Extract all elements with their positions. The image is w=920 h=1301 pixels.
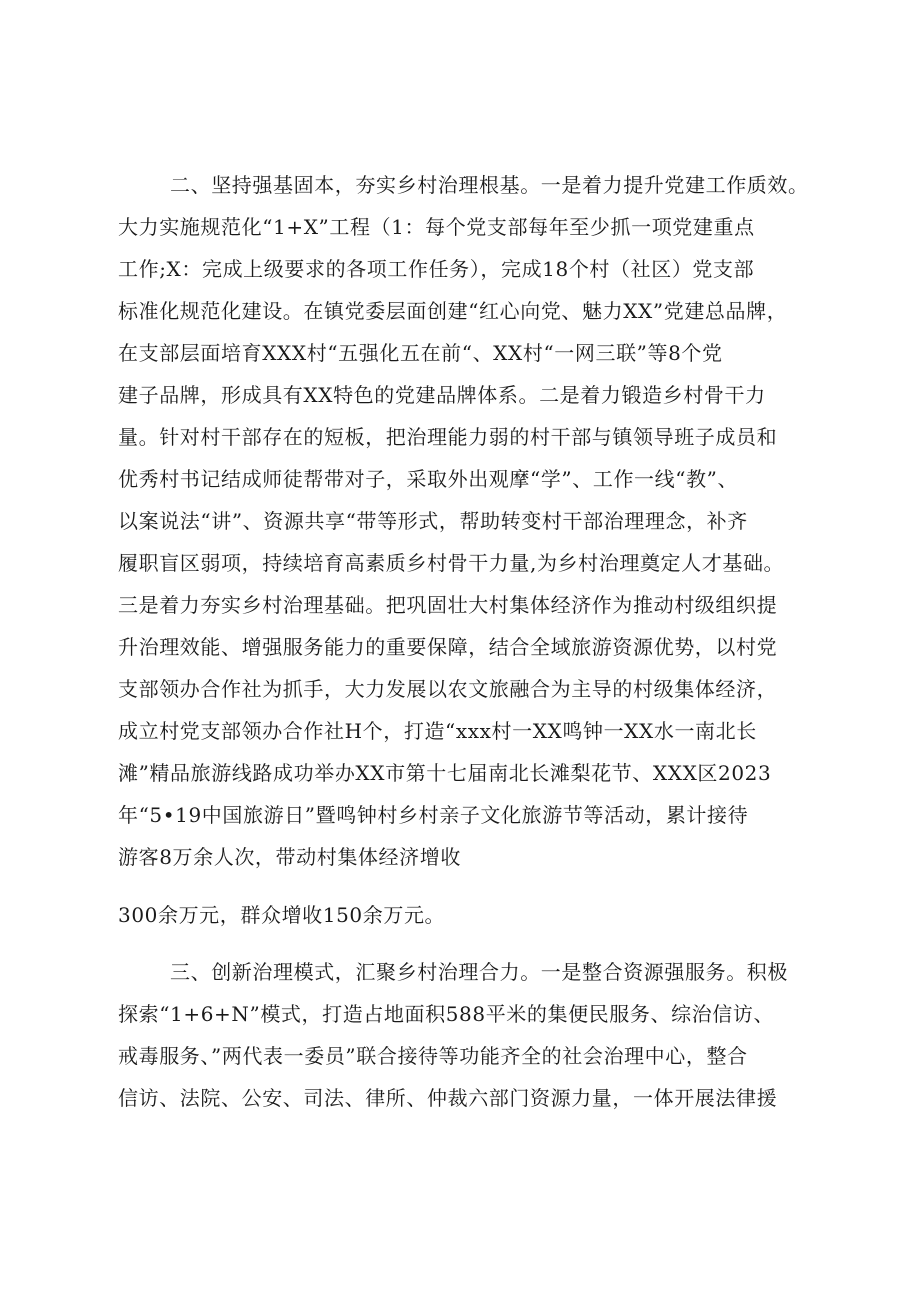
text-line: 游客8万余人次，带动村集体经济增收	[118, 845, 461, 869]
text-line: 履职盲区弱项，持续培育高素质乡村骨干力量,为乡村治理奠定人才基础。	[118, 551, 785, 575]
text-line: 年“5•19中国旅游日”暨鸣钟村乡村亲子文化旅游节等活动，累计接待	[118, 803, 749, 827]
text-line: 探索“1+6+N”模式，打造占地面积588平米的集便民服务、综治信访、	[118, 1002, 775, 1026]
text-line: 大力实施规范化“1+X”工程（1：每个党支部每年至少抓一项党建重点	[118, 215, 755, 239]
text-line: 二、坚持强基固本，夯实乡村治理根基。一是着力提升党建工作质效。	[170, 173, 809, 197]
text-line: 量。针对村干部存在的短板，把治理能力弱的村干部与镇领导班子成员和	[118, 425, 778, 449]
text-line: 标准化规范化建设。在镇党委层面创建“红心向党、魅力XX”党建总品牌，	[118, 299, 788, 323]
text-line: 戒毒服务、”两代表一委员”联合接待等功能齐全的社会治理中心，整合	[118, 1044, 748, 1068]
text-line: 滩”精品旅游线路成功举办XX市第十七届南北长滩梨花节、XXX区2023	[118, 761, 772, 785]
text-line: 优秀村书记结成师徒帮带对子，采取外出观摩“学”、工作一线“教”、	[118, 467, 739, 491]
text-line: 三是着力夯实乡村治理基础。把巩固壮大村集体经济作为推动村级组织提	[118, 593, 778, 617]
text-line: 三、创新治理模式，汇聚乡村治理合力。一是整合资源强服务。积极	[170, 960, 788, 984]
text-line: 信访、法院、公安、司法、律所、仲裁六部门资源力量，一体开展法律援	[118, 1086, 778, 1110]
text-line: 300余万元，群众增收150余万元。	[118, 903, 446, 927]
text-line: 支部领办合作社为抓手，大力发展以农文旅融合为主导的村级集体经济，	[118, 677, 778, 701]
text-line: 在支部层面培育XXX村“五强化五在前“、XX村“一网三联”等8个党	[118, 341, 723, 365]
text-line: 升治理效能、增强服务能力的重要保障，结合全域旅游资源优势，以村党	[118, 635, 778, 659]
text-line: 成立村党支部领办合作社H个，打造“xxx村一XX鸣钟一XX水一南北长	[118, 719, 757, 743]
text-line: 建子品牌，形成具有XX特色的党建品牌体系。二是着力锻造乡村骨干力	[118, 383, 766, 407]
text-line: 工作;X：完成上级要求的各项工作任务），完成18个村（社区）党支部	[118, 257, 755, 281]
text-line: 以案说法“讲”、资源共享“带等形式，帮助转变村干部治理理念，补齐	[118, 509, 748, 533]
